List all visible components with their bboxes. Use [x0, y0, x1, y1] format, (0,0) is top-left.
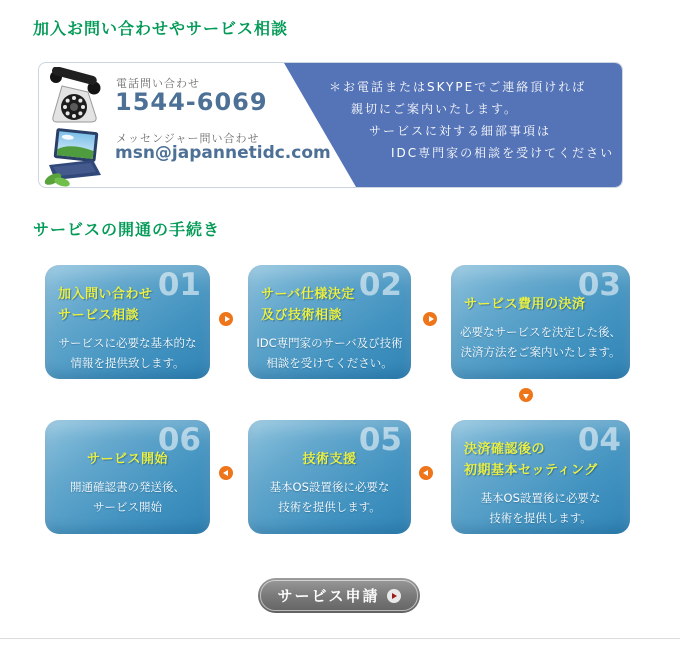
step-number: 03 [577, 267, 621, 303]
step-number: 02 [358, 267, 402, 303]
step-body: 必要なサービスを決定した後、 決済方法をご案内いたします。 [460, 325, 621, 359]
service-apply-button[interactable] [258, 578, 420, 613]
notice-line: IDC専門家の相談を受けてください [391, 146, 615, 160]
contact-panel-inner [39, 63, 622, 187]
notice-text [284, 76, 622, 164]
step-number: 01 [157, 267, 201, 303]
step-title: 加入問い合わせ サービス相談 [58, 286, 153, 323]
step-body: 基本OS設置後に必要な 技術を提供します。 [480, 490, 601, 525]
procedure-section-heading: サービスの開通の手続き [33, 220, 221, 239]
messenger-address: msn@japannetidc.com [115, 143, 331, 163]
step-title: サーバ仕様決定 及び技術相談 [261, 286, 355, 323]
phone-number: 1544-6069 [115, 88, 268, 116]
step-title: サービス開始 [86, 452, 168, 467]
notice-line: 親切にご案内いたします。 [351, 102, 519, 116]
step-number: 05 [358, 422, 402, 458]
step-box-03 [451, 265, 630, 379]
step-box-01 [45, 265, 210, 379]
step-number: 06 [157, 422, 201, 458]
phone-inquiry-label: 電話問い合わせ [116, 77, 200, 90]
contact-section-heading: 加入お問い合わせやサービス相談 [33, 19, 289, 38]
step-box-04 [451, 420, 630, 534]
step-box-02 [248, 265, 411, 379]
service-apply-label: サービス申請 [277, 587, 380, 605]
laptop-icon [43, 127, 105, 187]
step-body: IDC専門家のサーバ及び技術 相談を受けてください。 [256, 335, 403, 370]
play-icon [387, 589, 401, 603]
step-body: サービスに必要な基本的な 情報を提供致します。 [58, 335, 197, 370]
arrow-left-icon [219, 466, 233, 480]
arrow-left-icon [419, 466, 433, 480]
arrow-down-icon [519, 388, 533, 402]
step-title: 決済確認後の 初期基本セッティング [464, 441, 598, 478]
step-title: サービス費用の決済 [464, 297, 586, 312]
notice-line: サービスに対する細部事項は [369, 124, 552, 138]
messenger-inquiry-label: メッセンジャー問い合わせ [116, 132, 260, 145]
step-box-06 [45, 420, 210, 534]
arrow-right-icon [219, 312, 233, 326]
step-body: 開通確認書の発送後、 サービス開始 [70, 480, 185, 514]
contact-panel [38, 62, 623, 188]
bottom-divider [0, 638, 680, 639]
notice-line: ＊お電話またはSKYPEでご連絡頂ければ [329, 80, 587, 94]
arrow-right-icon [423, 312, 437, 326]
telephone-icon [46, 67, 106, 131]
step-number: 04 [577, 422, 621, 458]
step-box-05 [248, 420, 411, 534]
step-body: 基本OS設置後に必要な 技術を提供します。 [269, 480, 390, 514]
step-title: 技術支援 [302, 452, 357, 467]
